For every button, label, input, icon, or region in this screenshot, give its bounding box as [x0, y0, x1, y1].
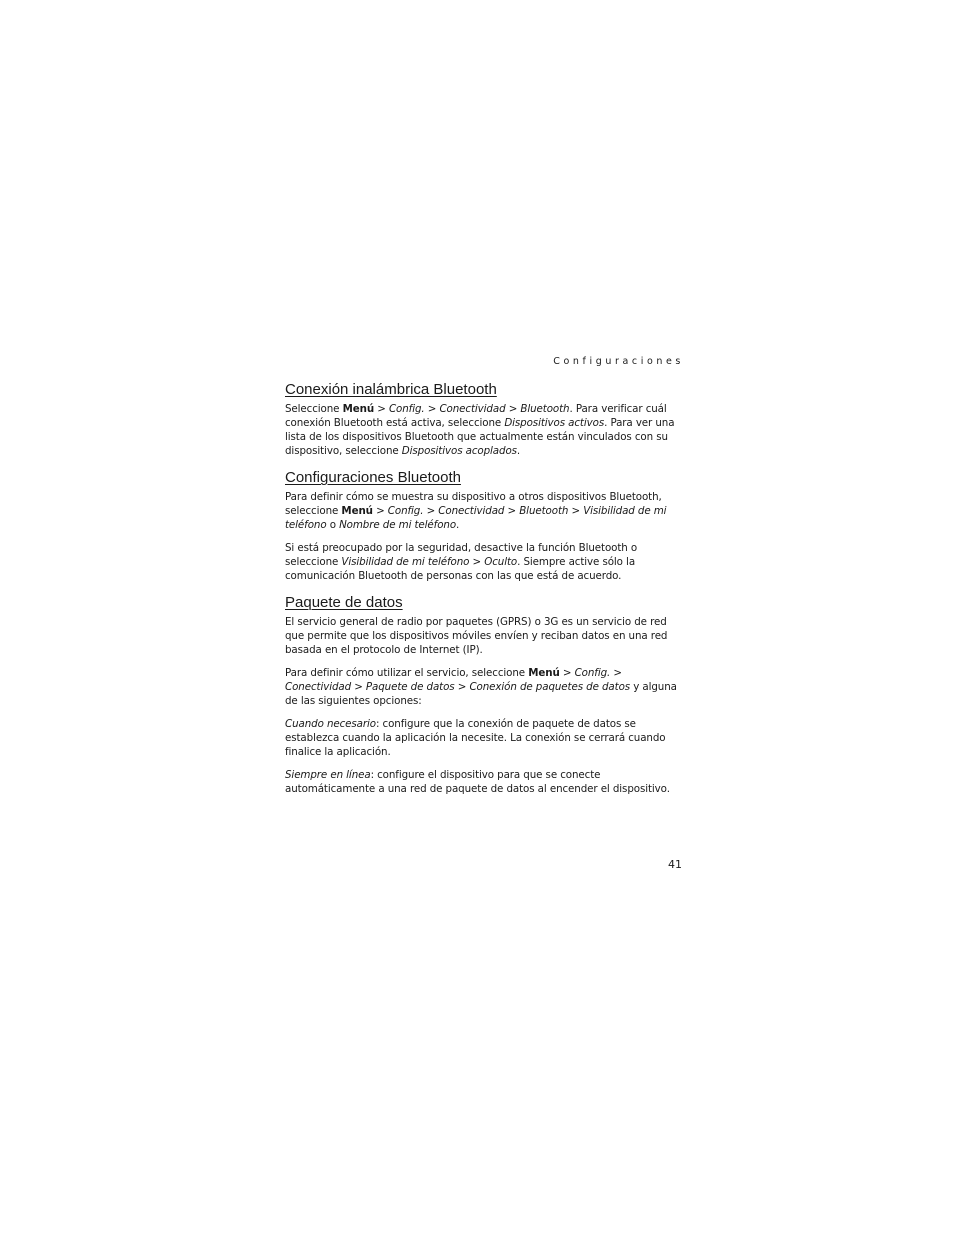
option-term: Cuando necesario	[285, 718, 376, 730]
text-run: >	[504, 505, 520, 517]
menu-path-term: Paquete de datos	[365, 681, 455, 693]
text-run: Para definir cómo se muestra su dispositivo a otros dispositivos Bluetooth, seleccione	[285, 491, 662, 517]
running-header: Configuraciones	[553, 356, 684, 367]
text-run: . Siempre active sólo la comunicación Bluetooth de personas con las que está de acuerdo.	[285, 556, 636, 582]
menu-path-term: Dispositivos activos	[504, 417, 605, 429]
paragraph-option-when-needed	[285, 717, 681, 759]
text-run: >	[568, 505, 584, 517]
text-run: >	[469, 556, 485, 568]
section-heading-bluetooth-settings: Configuraciones Bluetooth	[285, 469, 461, 486]
paragraph-packet-data-intro	[285, 615, 681, 657]
menu-path-term: Config.	[388, 403, 425, 415]
menu-path-term: Visibilidad de mi teléfono	[341, 556, 470, 568]
menu-path-term: Conectividad	[285, 681, 352, 693]
menu-path-term: Bluetooth	[519, 505, 569, 517]
menu-term: Menú	[342, 403, 375, 415]
menu-path-term: Oculto	[484, 556, 518, 568]
text-run: >	[374, 403, 389, 415]
paragraph-packet-data-setup	[285, 666, 681, 708]
text-run: >	[424, 403, 440, 415]
menu-term: Menú	[528, 667, 560, 679]
menu-path-term: Nombre de mi teléfono	[339, 519, 457, 531]
section-heading-bluetooth-connection: Conexión inalámbrica Bluetooth	[285, 381, 497, 398]
menu-term: Menú	[341, 505, 373, 517]
text-run: >	[559, 667, 575, 679]
text-run: : configure que la conexión de paquete de datos se establezca cuando la aplicación la necesite. La conexión se cerrará cuando finalice la aplicación.	[285, 718, 666, 758]
text-run: Seleccione	[285, 403, 343, 415]
text-run: >	[610, 667, 622, 679]
menu-path-term: Conectividad	[438, 505, 505, 517]
text-run: >	[351, 681, 366, 693]
text-run: >	[505, 403, 521, 415]
text-run: . Para ver una lista de los dispositivos Bluetooth que actualmente están vinculados con su dispositivo, seleccione	[285, 417, 675, 457]
document-page	[285, 352, 684, 796]
text-run: o	[326, 519, 340, 531]
paragraph-bluetooth-visibility	[285, 490, 681, 532]
text-run: y alguna de las siguientes opciones:	[285, 681, 677, 707]
section-heading-packet-data: Paquete de datos	[285, 594, 403, 611]
menu-path-term: Config.	[574, 667, 611, 679]
text-run: >	[423, 505, 439, 517]
text-run: .	[456, 519, 460, 531]
text-run: .	[516, 445, 521, 457]
page-number: 41	[668, 858, 682, 871]
menu-path-term: Config.	[387, 505, 424, 517]
text-run: >	[454, 681, 470, 693]
text-run: Para definir cómo utilizar el servicio, seleccione	[285, 667, 529, 679]
menu-path-term: Visibilidad de mi teléfono	[285, 505, 667, 531]
text-run: El servicio general de radio por paquetes (GPRS) o 3G es un servicio de red que permite que los dispositivos móviles envíen y reciban datos en una red basada en el protocolo de Internet (IP).	[285, 616, 668, 656]
text-run: >	[372, 505, 388, 517]
text-run: : configure el dispositivo para que se conecte automáticamente a una red de paquete de datos al encender el dispositivo.	[285, 769, 670, 795]
paragraph-bluetooth-security	[285, 541, 681, 583]
menu-path-term: Dispositivos acoplados	[401, 445, 517, 457]
text-run: Si está preocupado por la seguridad, desactive la función Bluetooth o seleccione	[285, 542, 638, 568]
paragraph-bluetooth-connection	[285, 402, 681, 458]
menu-path-term: Bluetooth	[520, 403, 570, 415]
menu-path-term: Conectividad	[439, 403, 506, 415]
paragraph-option-always-online	[285, 768, 681, 796]
option-term: Siempre en línea	[285, 769, 371, 781]
menu-path-term: Conexión de paquetes de datos	[469, 681, 631, 693]
text-run: . Para verificar cuál conexión Bluetooth está activa, seleccione	[285, 403, 667, 429]
